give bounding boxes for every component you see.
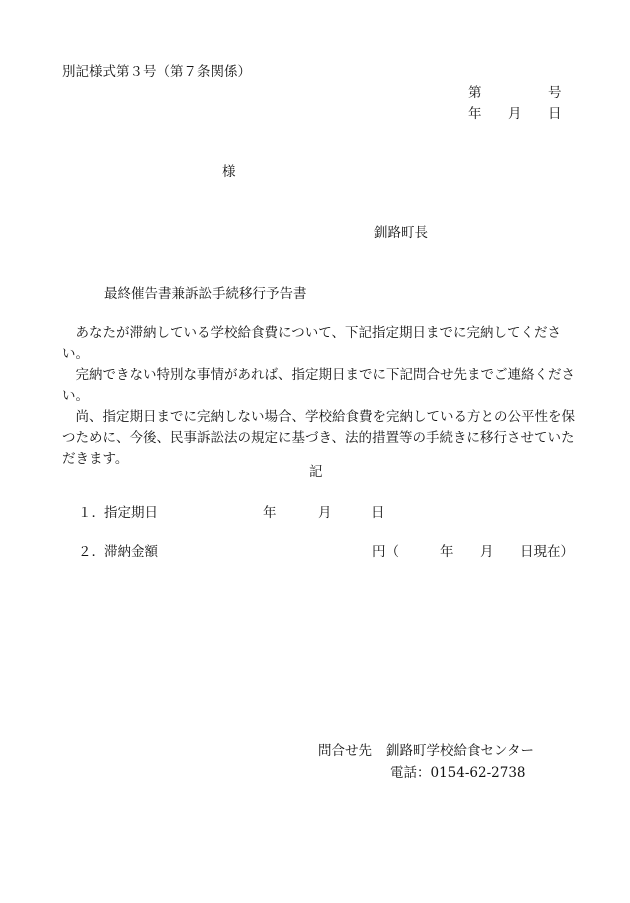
doc-date-month: 月 [508,106,522,122]
recipient-suffix: 様 [222,164,236,180]
doc-number-prefix: 第 [468,85,482,101]
item1-day: 日 [371,505,385,521]
form-label: 別記様式第３号（第７条関係） [62,64,251,80]
body-paragraph: 尚、指定期日までに完納しない場合、学校給食費を完納している方との公平性を保つために、今後、民事訴訟法の規定に基づき、法的措置等の手続きに移行させていただきます。 [62,409,575,467]
item2-label: 滞納金額 [104,544,158,560]
ki-heading: 記 [309,464,323,480]
doc-date-day: 日 [548,106,562,122]
contact-label: 問合せ先 [318,743,372,759]
item1-year: 年 [263,505,277,521]
item1-label: 指定期日 [104,505,158,521]
contact-org: 釧路町学校給食センター [386,743,534,759]
body-paragraph: 完納できない特別な事情があれば、指定期日までに下記問合せ先までご連絡ください。 [62,367,575,404]
contact-phone: 電話：0154-62-2738 [390,765,526,781]
item2-yen: 円（ [372,544,399,560]
item2-day: 日現在） [520,544,574,560]
doc-number-suffix: 号 [548,85,562,101]
doc-date-year: 年 [468,106,482,122]
sender: 釧路町長 [374,225,428,241]
item1-number: １． [78,505,105,521]
item2-month: 月 [480,544,494,560]
body-paragraph: あなたが滞納している学校給食費について、下記指定期日までに完納してください。 [62,325,561,362]
item2-year: 年 [440,544,454,560]
item1-month: 月 [318,505,332,521]
item2-number: ２． [78,544,105,560]
document-title: 最終催告書兼訴訟手続移行予告書 [104,286,307,302]
body-text [62,323,582,470]
